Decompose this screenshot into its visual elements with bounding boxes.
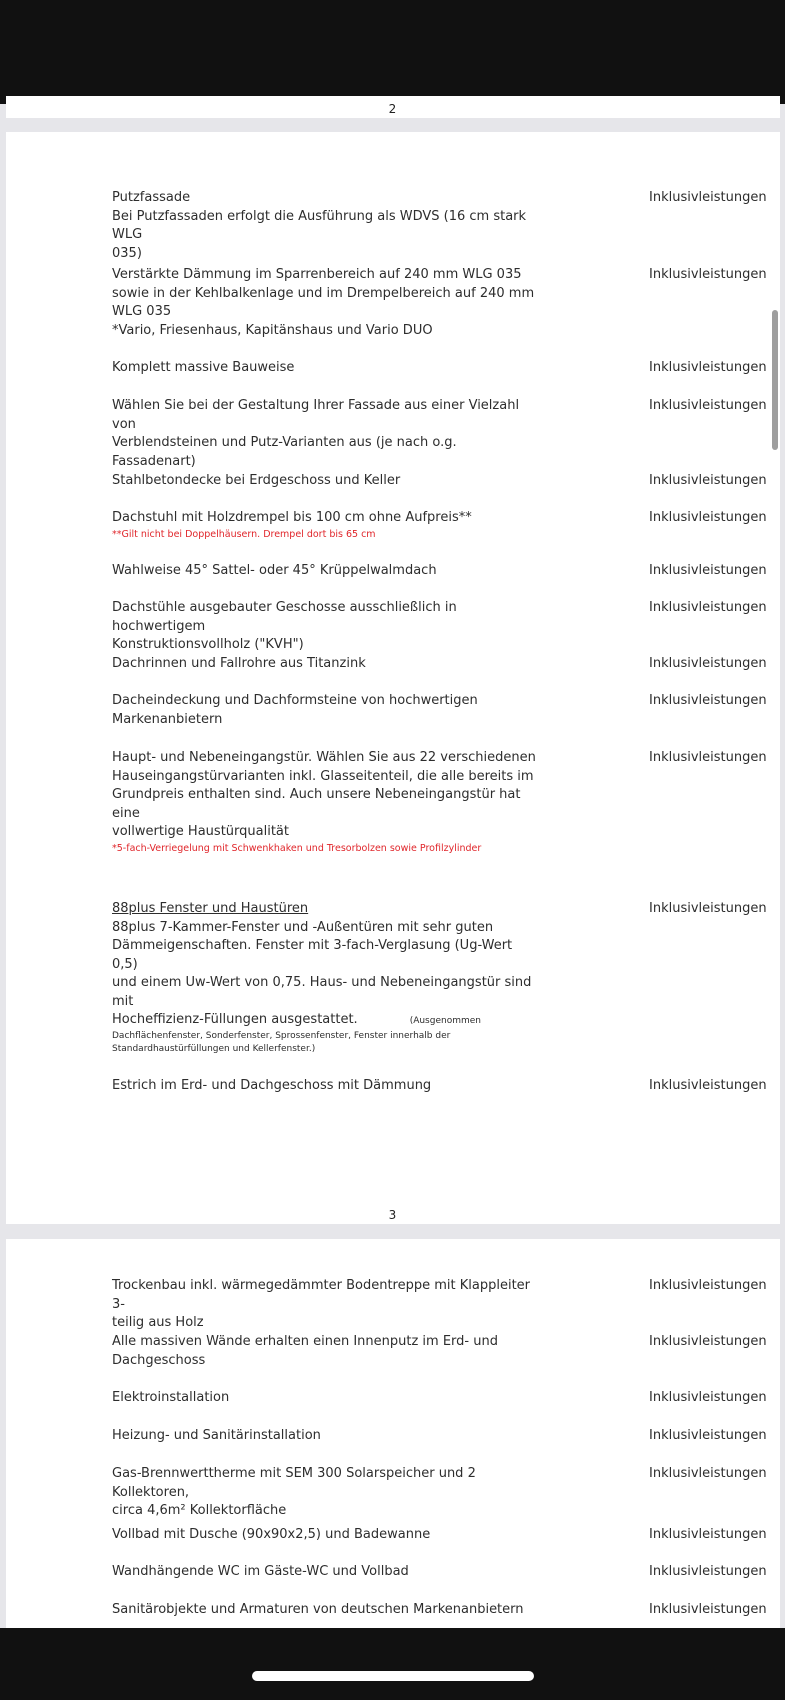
item-note: **Gilt nicht bei Doppelhäusern. Drempel dort bis 65 cm xyxy=(112,528,376,540)
item-description xyxy=(112,266,542,340)
item-footnote: Standardhaustürfüllungen und Kellerfenster.) xyxy=(112,1043,316,1054)
item-description xyxy=(112,749,542,855)
item-value: Inklusivleistungen xyxy=(649,398,767,413)
item-line: Stahlbetondecke bei Erdgeschoss und Keller xyxy=(112,473,401,488)
item-value: Inklusivleistungen xyxy=(649,1466,767,1481)
item-value: Inklusivleistungen xyxy=(649,510,767,525)
item-value: Inklusivleistungen xyxy=(649,901,767,916)
item-line: Dacheindeckung und Dachformsteine von hochwertigen xyxy=(112,693,478,708)
item-line: *Vario, Friesenhaus, Kapitänshaus und Vario DUO xyxy=(112,322,433,338)
item-line: vollwertige Haustürqualität xyxy=(112,824,289,839)
item-line: Konstruktionsvollholz ("KVH") xyxy=(112,637,304,652)
item-description xyxy=(112,1277,542,1333)
item-line: Hocheffizienz-Füllungen ausgestattet. (Ausgenommen xyxy=(112,1012,481,1027)
item-line: Dämmeigenschaften. Fenster mit 3-fach-Verglasung (Ug-Wert 0,5) xyxy=(112,938,513,972)
item-description xyxy=(112,509,542,541)
item-description xyxy=(112,1563,542,1582)
item-description xyxy=(112,692,542,729)
item-description xyxy=(112,655,542,674)
item-value: Inklusivleistungen xyxy=(649,473,767,488)
scrollbar-thumb[interactable] xyxy=(772,310,778,450)
item-description xyxy=(112,562,542,581)
item-value: Inklusivleistungen xyxy=(649,1428,767,1443)
item-value: Inklusivleistungen xyxy=(649,267,767,282)
item-line: Dachstuhl mit Holzdrempel bis 100 cm ohne Aufpreis** xyxy=(112,510,472,525)
item-line: circa 4,6m² Kollektorfläche xyxy=(112,1503,287,1518)
item-line: Dachrinnen und Fallrohre aus Titanzink xyxy=(112,656,366,671)
item-line: Komplett massive Bauweise xyxy=(112,360,295,375)
item-line: Verstärkte Dämmung im Sparrenbereich auf 240 mm WLG 035 xyxy=(112,267,522,282)
status-bar xyxy=(0,0,785,104)
item-description xyxy=(112,1389,542,1408)
item-line: Markenanbietern xyxy=(112,711,223,727)
item-line: Dachgeschoss xyxy=(112,1352,206,1368)
item-value: Inklusivleistungen xyxy=(649,563,767,578)
item-value: Inklusivleistungen xyxy=(649,1602,767,1617)
item-line: Wahlweise 45° Sattel- oder 45° Krüppelwalmdach xyxy=(112,563,437,578)
item-description xyxy=(112,1601,542,1620)
page-number-3: 3 xyxy=(388,1208,397,1222)
item-value: Inklusivleistungen xyxy=(649,1078,767,1093)
item-value: Inklusivleistungen xyxy=(649,190,767,205)
item-line: teilig aus Holz xyxy=(112,1315,204,1330)
item-line: Elektroinstallation xyxy=(112,1390,230,1405)
item-line: sowie in der Kehlbalkenlage und im Drempelbereich auf 240 mm xyxy=(112,285,535,301)
item-description xyxy=(112,599,542,655)
item-line: Estrich im Erd- und Dachgeschoss mit Dämmung xyxy=(112,1078,432,1093)
item-description xyxy=(112,1333,542,1370)
item-description xyxy=(112,1526,542,1545)
item-value: Inklusivleistungen xyxy=(649,656,767,671)
item-value: Inklusivleistungen xyxy=(649,1334,767,1349)
item-line: Gas-Brennwerttherme mit SEM 300 Solarspeicher und 2 Kollektoren, xyxy=(112,1466,476,1500)
item-line: Verblendsteinen und Putz-Varianten aus (je nach o.g. Fassadenart) xyxy=(112,435,457,469)
item-line: Haupt- und Nebeneingangstür. Wählen Sie aus 22 verschiedenen xyxy=(112,750,536,765)
item-value: Inklusivleistungen xyxy=(649,693,767,708)
item-value: Inklusivleistungen xyxy=(649,360,767,375)
item-description xyxy=(112,1427,542,1446)
item-description xyxy=(112,359,542,378)
item-line: Trockenbau inkl. wärmegedämmter Bodentreppe mit Klappleiter 3- xyxy=(112,1278,531,1312)
bottom-bar xyxy=(0,1628,785,1700)
item-value: Inklusivleistungen xyxy=(649,1278,767,1293)
item-line: Putzfassade xyxy=(112,190,191,205)
item-line: Hauseingangstürvarianten inkl. Glasseitenteil, die alle bereits im xyxy=(112,768,534,784)
item-line: Wandhängende WC im Gäste-WC und Vollbad xyxy=(112,1564,409,1579)
item-line: WLG 035 xyxy=(112,304,172,319)
item-description xyxy=(112,397,542,471)
item-description xyxy=(112,1077,542,1096)
item-value: Inklusivleistungen xyxy=(649,1390,767,1405)
item-title: 88plus Fenster und Haustüren xyxy=(112,901,309,916)
item-value: Inklusivleistungen xyxy=(649,750,767,765)
item-line: 035) xyxy=(112,245,142,261)
item-footnote-start: (Ausgenommen xyxy=(409,1016,481,1026)
item-note: *5-fach-Verriegelung mit Schwenkhaken und Tresorbolzen sowie Profilzylinder xyxy=(112,842,482,854)
item-footnote: Dachflächenfenster, Sonderfenster, Sprossenfenster, Fenster innerhalb der xyxy=(112,1030,451,1041)
item-line: Bei Putzfassaden erfolgt die Ausführung als WDVS (16 cm stark WLG xyxy=(112,208,527,242)
page-number-2: 2 xyxy=(388,102,397,116)
item-line: Alle massiven Wände erhalten einen Innenputz im Erd- und xyxy=(112,1334,498,1349)
item-value: Inklusivleistungen xyxy=(649,1527,767,1542)
item-line: und einem Uw-Wert von 0,75. Haus- und Nebeneingangstür sind mit xyxy=(112,975,532,1009)
item-value: Inklusivleistungen xyxy=(649,600,767,615)
item-value: Inklusivleistungen xyxy=(649,1564,767,1579)
item-line: 88plus 7-Kammer-Fenster und -Außentüren mit sehr guten xyxy=(112,919,494,935)
item-description xyxy=(112,189,542,263)
item-line: Vollbad mit Dusche (90x90x2,5) und Badewanne xyxy=(112,1527,431,1542)
item-line: Grundpreis enthalten sind. Auch unsere Nebeneingangstür hat eine xyxy=(112,787,521,821)
item-line: Dachstühle ausgebauter Geschosse ausschließlich in hochwertigem xyxy=(112,600,457,634)
item-description xyxy=(112,472,542,491)
home-indicator[interactable] xyxy=(252,1671,534,1681)
item-description xyxy=(112,1465,542,1521)
item-line: Sanitärobjekte und Armaturen von deutschen Markenanbietern xyxy=(112,1602,524,1617)
item-line: Wählen Sie bei der Gestaltung Ihrer Fassade aus einer Vielzahl von xyxy=(112,398,520,432)
item-line: Heizung- und Sanitärinstallation xyxy=(112,1428,321,1443)
item-description xyxy=(112,900,542,1056)
